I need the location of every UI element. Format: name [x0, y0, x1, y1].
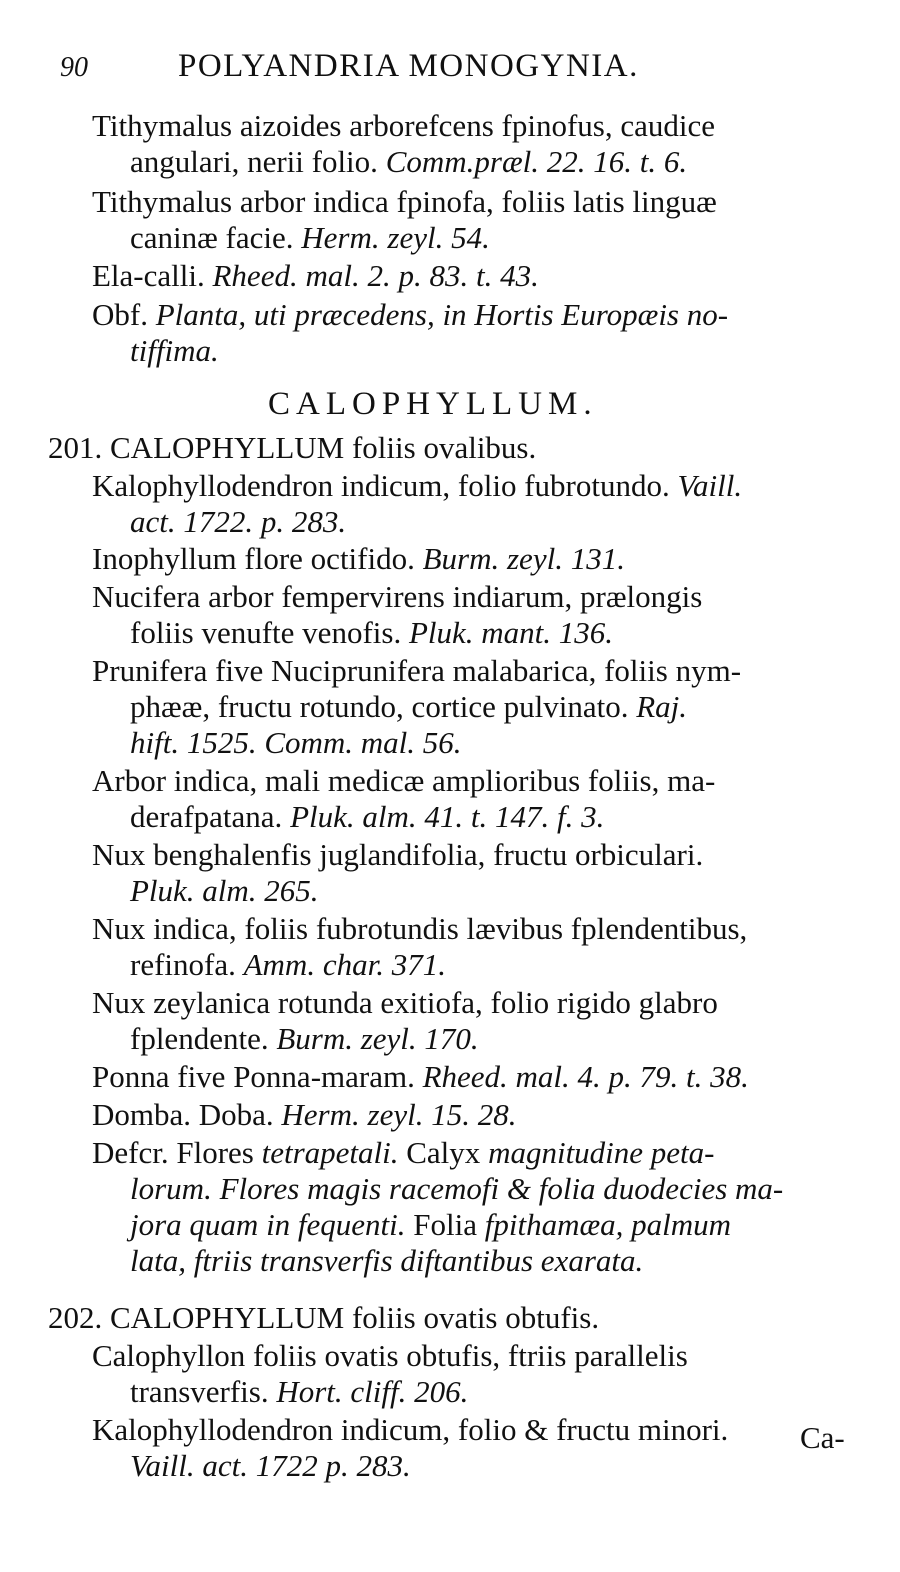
italic-text: fpithamæa, palmum: [484, 1207, 732, 1242]
text-line: [92, 184, 717, 220]
text-line: [92, 1097, 516, 1133]
text-line: [48, 1300, 599, 1336]
page-header: [60, 48, 860, 92]
roman-text: Nucifera arbor fempervirens indiarum, prælongis: [92, 579, 703, 614]
roman-text: foliis venufte venofis.: [130, 615, 409, 650]
roman-text: Nux indica, foliis fubrotundis lævibus fplendentibus,: [92, 911, 748, 946]
text-line: [130, 799, 604, 835]
italic-text: Herm. zeyl. 54.: [301, 220, 490, 255]
roman-text: angulari, nerii folio.: [130, 144, 386, 179]
roman-text: Ela-calli.: [92, 258, 213, 293]
text-line: [48, 430, 536, 466]
italic-text: magnitudine peta-: [488, 1135, 715, 1170]
roman-text: Nux benghalenfis juglandifolia, fructu orbiculari.: [92, 837, 704, 872]
italic-text: tetrapetali.: [261, 1135, 399, 1170]
italic-text: Hort. cliff. 206.: [276, 1374, 469, 1409]
text-line: [92, 1338, 688, 1374]
text-line: [92, 763, 715, 799]
text-line: [130, 220, 490, 256]
roman-text: Defcr. Flores: [92, 1135, 262, 1170]
section-heading: CALOPHYLLUM.: [268, 386, 598, 422]
italic-text: lorum. Flores magis racemofi & folia duodecies ma-: [130, 1171, 784, 1206]
roman-text: Kalophyllodendron indicum, folio fubrotundo.: [92, 468, 678, 503]
text-line: [130, 1374, 468, 1410]
page-number: 90: [60, 52, 88, 83]
text-line: [92, 1412, 728, 1448]
catchword: Ca-: [800, 1420, 845, 1455]
text-line: [130, 1207, 731, 1243]
roman-text: caninæ facie.: [130, 220, 302, 255]
running-title: POLYANDRIA MONOGYNIA.: [178, 48, 639, 84]
text-line: [92, 1059, 749, 1095]
italic-text: act. 1722. p. 283.: [130, 504, 347, 539]
text-line: [130, 504, 346, 540]
italic-text: Planta, uti præcedens, in Hortis Europæis no-: [155, 297, 729, 332]
italic-text: Vaill.: [677, 468, 743, 503]
italic-text: Rheed. mal. 4. p. 79. t. 38.: [422, 1059, 749, 1094]
text-line: [130, 689, 687, 725]
roman-text: transverfis.: [130, 1374, 277, 1409]
roman-text: 201. CALOPHYLLUM foliis ovalibus.: [48, 430, 537, 465]
italic-text: Comm.præl. 22. 16. t. 6.: [385, 144, 688, 179]
roman-text: derafpatana.: [130, 799, 291, 834]
roman-text: Prunifera five Nuciprunifera malabarica, foliis nym-: [92, 653, 742, 688]
text-line: [92, 1135, 715, 1171]
roman-text: Calophyllon foliis ovatis obtufis, ftriis parallelis: [92, 1338, 688, 1373]
italic-text: Herm. zeyl. 15. 28.: [281, 1097, 517, 1132]
roman-text: Obf.: [92, 297, 156, 332]
roman-text: 202. CALOPHYLLUM foliis ovatis obtufis.: [48, 1300, 600, 1335]
text-line: [92, 297, 728, 333]
roman-text: Domba. Doba.: [92, 1097, 282, 1132]
roman-text: Calyx: [398, 1135, 489, 1170]
text-line: [130, 947, 446, 983]
text-line: [92, 579, 702, 615]
italic-text: Rheed. mal. 2. p. 83. t. 43.: [212, 258, 539, 293]
text-line: [130, 1448, 411, 1484]
italic-text: Pluk. mant. 136.: [408, 615, 614, 650]
roman-text: Tithymalus arbor indica fpinofa, foliis latis linguæ: [92, 184, 717, 219]
roman-text: fplendente.: [130, 1021, 277, 1056]
text-line: [92, 258, 539, 294]
roman-text: Inophyllum flore octifido.: [92, 541, 423, 576]
roman-text: Nux zeylanica rotunda exitiofa, folio rigido glabro: [92, 985, 718, 1020]
text-line: [92, 837, 703, 873]
italic-text: hift. 1525. Comm. mal. 56.: [130, 725, 462, 760]
italic-text: Raj.: [636, 689, 688, 724]
italic-text: Burm. zeyl. 131.: [422, 541, 625, 576]
roman-text: Folia: [405, 1207, 485, 1242]
text-line: [92, 653, 741, 689]
italic-text: Pluk. alm. 41. t. 147. f. 3.: [290, 799, 605, 834]
italic-text: Vaill. act. 1722 p. 283.: [130, 1448, 411, 1483]
roman-text: phææ, fructu rotundo, cortice pulvinato.: [130, 689, 637, 724]
text-line: [130, 725, 462, 761]
text-line: [130, 615, 613, 651]
text-line: [130, 333, 219, 369]
text-line: [130, 144, 687, 180]
text-line: [92, 911, 747, 947]
italic-text: Amm. char. 371.: [243, 947, 446, 982]
text-line: [92, 541, 625, 577]
text-line: [130, 1021, 479, 1057]
italic-text: tiffima.: [130, 333, 219, 368]
roman-text: refinofa.: [130, 947, 244, 982]
text-line: [130, 873, 319, 909]
text-line: [130, 1243, 643, 1279]
text-line: [92, 108, 715, 144]
text-line: [92, 985, 718, 1021]
italic-text: jora quam in fequenti.: [130, 1207, 406, 1242]
roman-text: Arbor indica, mali medicæ amplioribus foliis, ma-: [92, 763, 716, 798]
italic-text: lata, ftriis transverfis diftantibus exarata.: [130, 1243, 644, 1278]
roman-text: Kalophyllodendron indicum, folio & fructu minori.: [92, 1412, 729, 1447]
italic-text: Burm. zeyl. 170.: [276, 1021, 479, 1056]
text-line: [130, 1171, 783, 1207]
roman-text: Tithymalus aizoides arborefcens fpinofus, caudice: [92, 108, 715, 143]
text-line: [92, 468, 742, 504]
roman-text: Ponna five Ponna-maram.: [92, 1059, 423, 1094]
italic-text: Pluk. alm. 265.: [130, 873, 319, 908]
